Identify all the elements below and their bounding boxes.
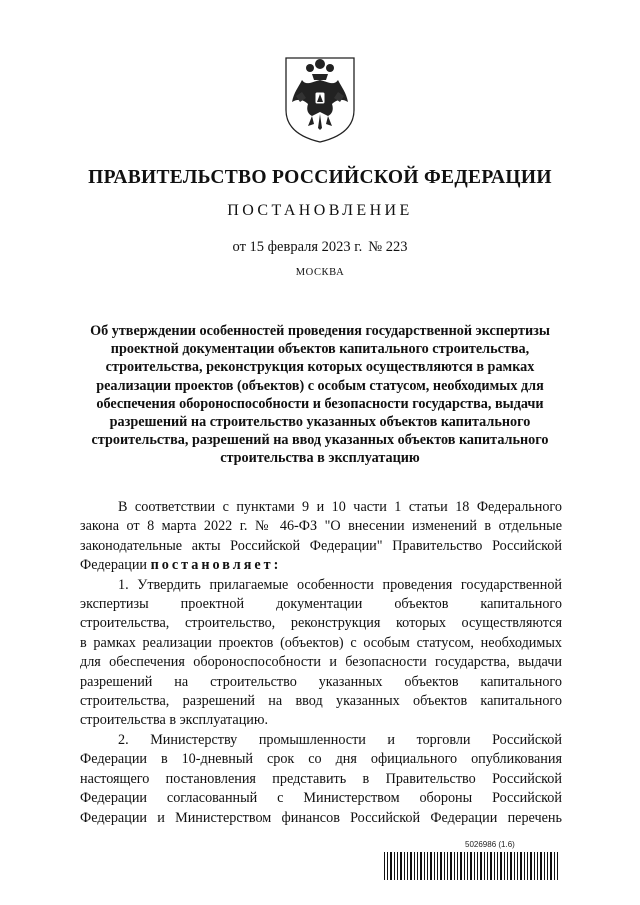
government-title: ПРАВИТЕЛЬСТВО РОССИЙСКОЙ ФЕДЕРАЦИИ	[88, 167, 552, 188]
barcode-bar	[540, 852, 542, 880]
document-subject: Об утверждении особенностей проведения государственной экспертизы проектной документации объектов капитального строительства, строительства, реконструкция которых осуществляются в рамках реализации проектов (объектов) с особым статусом, необходимых для обеспечения обороноспособности и безопасности государства, выдачи разрешений на строительство указанных объектов капитального строительства, разрешений на ввод указанных объектов капитального строительства в эксплуатацию	[90, 323, 550, 467]
barcode-bar	[427, 852, 428, 880]
body-line: законодательные акты Российской Федерации" Правительство Российской	[80, 537, 562, 554]
barcode-bar	[384, 852, 385, 880]
barcode-bar	[534, 852, 535, 880]
document-body	[80, 498, 562, 828]
barcode-bar	[417, 852, 418, 880]
barcode-bar	[430, 852, 432, 880]
barcode-bar	[497, 852, 498, 880]
barcode-bar	[407, 852, 408, 880]
barcode-bar	[550, 852, 552, 880]
barcode-bar	[400, 852, 402, 880]
barcode-bar	[390, 852, 392, 880]
barcode-bar	[537, 852, 538, 880]
body-line: строительства, строительство, реконструкция которых осуществляются	[80, 615, 562, 632]
document-number: № 223	[368, 239, 408, 255]
body-line: Федерации согласованный с Министерством обороны Российской	[80, 790, 562, 807]
document-date-line	[0, 239, 640, 256]
barcode-bar	[554, 852, 555, 880]
body-line-text: Федерации	[80, 557, 148, 574]
barcode-bar	[547, 852, 548, 880]
barcode-bar	[454, 852, 455, 880]
barcode-bar	[424, 852, 425, 880]
barcode-bar	[434, 852, 435, 880]
barcode-bar	[410, 852, 412, 880]
barcode-bar	[394, 852, 395, 880]
body-line: 1. Утвердить прилагаемые особенности проведения государственной	[118, 576, 562, 593]
document-city: МОСКВА	[295, 267, 345, 278]
barcode-bar	[494, 852, 495, 880]
barcode-bar	[480, 852, 482, 880]
barcode-bar	[440, 852, 442, 880]
barcode-bar	[450, 852, 452, 880]
barcode-bar	[447, 852, 448, 880]
barcode-bar	[414, 852, 415, 880]
barcode-bar	[510, 852, 512, 880]
body-line: закона от 8 марта 2022 г. № 46-ФЗ "О внесении изменений в отдельные	[80, 518, 562, 535]
barcode-bar	[457, 852, 458, 880]
barcode-bar	[514, 852, 515, 880]
barcode-bar	[487, 852, 488, 880]
body-line: настоящего постановления представить в Правительство Российской	[80, 770, 562, 787]
barcode-image	[384, 852, 562, 880]
barcode-label: 5026986 (1.6)	[465, 840, 515, 849]
barcode-bar	[477, 852, 478, 880]
barcode-bar	[484, 852, 485, 880]
barcode-bar	[444, 852, 445, 880]
body-line: Федерации в 10-дневный срок со дня официального опубликования	[80, 751, 562, 768]
coat-of-arms-emblem	[282, 52, 358, 144]
barcode-bar	[404, 852, 405, 880]
barcode-bar	[504, 852, 505, 880]
body-line: строительства в эксплуатацию.	[80, 712, 269, 729]
barcode-bar	[470, 852, 472, 880]
barcode-bar	[467, 852, 468, 880]
body-line: экспертизы проектной документации объектов капитального	[80, 596, 562, 613]
body-line: для обеспечения обороноспособности и безопасности государства, выдачи	[80, 654, 562, 671]
barcode-bar	[464, 852, 465, 880]
body-line: 2. Министерству промышленности и торговли Российской	[118, 731, 562, 748]
barcode-bar	[460, 852, 462, 880]
barcode-bar	[474, 852, 475, 880]
barcode-bar	[500, 852, 502, 880]
barcode-bar	[507, 852, 508, 880]
barcode-bar	[520, 852, 522, 880]
body-line: Федерации и Министерством финансов Российской Федерации перечень	[80, 809, 562, 826]
barcode-bar	[557, 852, 558, 880]
document-date: от 15 февраля 2023 г.	[232, 239, 363, 255]
document-type: ПОСТАНОВЛЕНИЕ	[227, 202, 413, 219]
body-line: В соответствии с пунктами 9 и 10 части 1 статьи 18 Федерального	[118, 499, 562, 515]
barcode-bar	[544, 852, 545, 880]
barcode-bar	[517, 852, 518, 880]
barcode-bar	[437, 852, 438, 880]
body-line: строительства, разрешений на ввод указанных объектов капитального	[80, 693, 562, 710]
barcode-bar	[397, 852, 398, 880]
decree-word: постановляет:	[150, 557, 282, 574]
body-line: в рамках реализации проектов (объектов) с особым статусом, необходимых	[80, 634, 562, 651]
body-line: разрешений на строительство указанных объектов капитального	[80, 673, 562, 690]
barcode-bar	[490, 852, 492, 880]
body-line	[80, 556, 562, 575]
barcode-bar	[524, 852, 525, 880]
barcode-bar	[530, 852, 532, 880]
barcode-bar	[420, 852, 422, 880]
barcode-bar	[527, 852, 528, 880]
barcode-bar	[387, 852, 388, 880]
